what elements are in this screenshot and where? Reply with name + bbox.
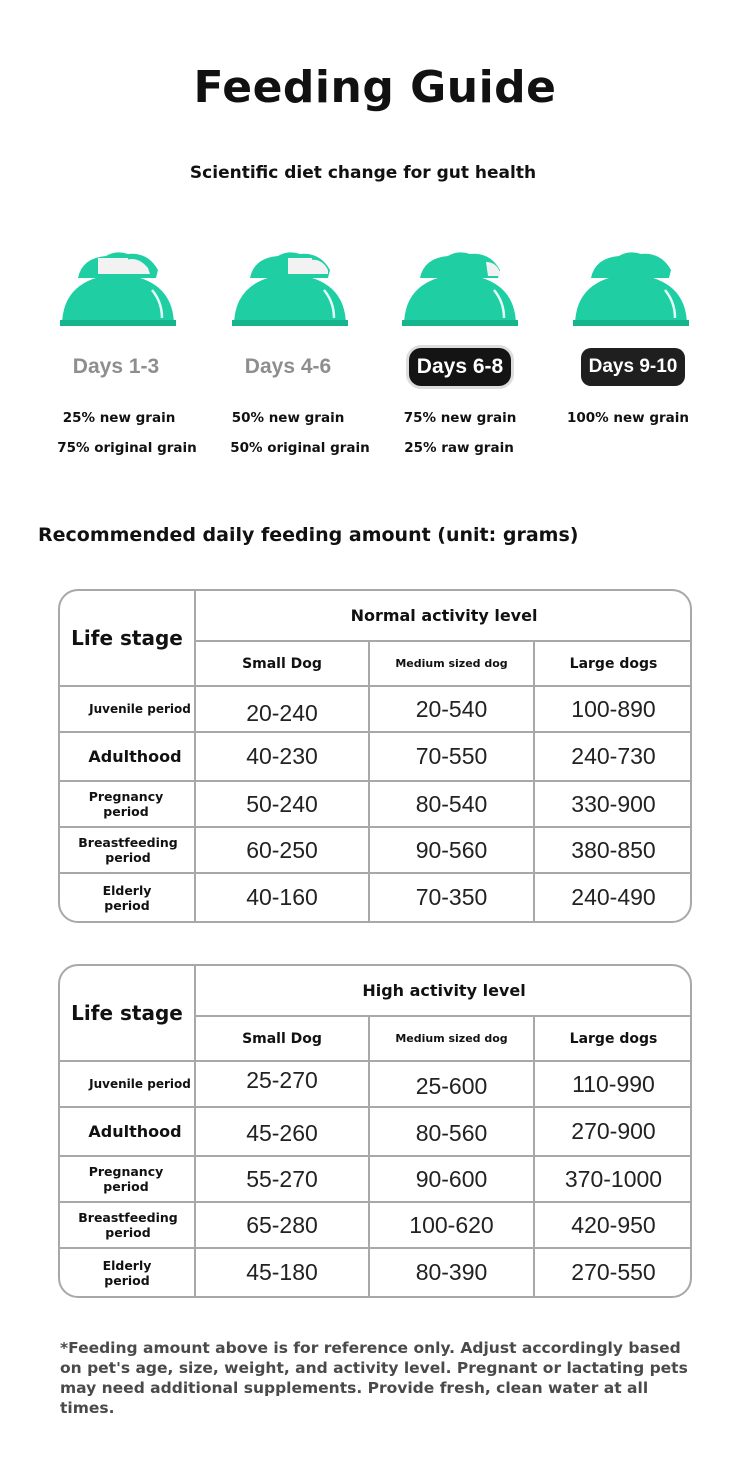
table-cell: 420-950 xyxy=(571,1211,656,1238)
stage-label-1: Days 1-3 xyxy=(72,355,160,378)
table-cell: 380-850 xyxy=(571,836,656,863)
activity-level-header: Normal activity level xyxy=(350,606,538,625)
row-label: Pregnancy period xyxy=(88,1164,164,1194)
food-bowl-icon xyxy=(230,248,350,328)
table-cell: 60-250 xyxy=(246,836,318,863)
table-cell: 80-540 xyxy=(415,790,488,817)
row-label: Pregnancy period xyxy=(88,789,164,819)
table-cell: 40-160 xyxy=(246,884,318,910)
table-cell: 25-600 xyxy=(415,1072,488,1099)
column-header: Medium sized dog xyxy=(395,1032,508,1045)
stage-ratio-old: 25% raw grain xyxy=(404,440,514,456)
activity-level-header: High activity level xyxy=(362,981,526,1000)
stage-label-4: Days 9-10 xyxy=(563,346,703,388)
table-cell: 20-240 xyxy=(246,699,318,726)
row-label: Breastfeeding period xyxy=(78,1210,178,1240)
table-cell: 40-230 xyxy=(246,743,318,769)
table-cell: 90-600 xyxy=(415,1165,488,1192)
stage-label-2: Days 4-6 xyxy=(244,355,332,378)
stage-ratio-new: 50% new grain xyxy=(231,410,345,426)
page-title: Feeding Guide xyxy=(193,62,557,113)
column-header: Small Dog xyxy=(242,1030,322,1047)
table-cell: 270-900 xyxy=(571,1118,656,1144)
table-cell: 65-280 xyxy=(246,1211,318,1238)
table-cell: 45-260 xyxy=(246,1120,318,1146)
row-label: Adulthood xyxy=(88,1122,182,1141)
row-label: Juvenile period xyxy=(89,701,191,716)
row-label: Juvenile period xyxy=(89,1076,191,1091)
table-cell: 370-1000 xyxy=(564,1165,663,1192)
column-header: Large dogs xyxy=(569,1030,658,1047)
life-stage-header: Life stage xyxy=(71,1001,183,1025)
page-subtitle: Scientific diet change for gut health xyxy=(189,163,537,183)
table-cell: 110-990 xyxy=(572,1070,655,1097)
table-cell: 240-490 xyxy=(571,884,656,910)
normal-activity-table xyxy=(58,589,692,923)
table-cell: 25-270 xyxy=(246,1066,318,1093)
section-heading: Recommended daily feeding amount (unit: grams) xyxy=(38,524,579,546)
life-stage-header: Life stage xyxy=(71,626,183,650)
table-cell: 20-540 xyxy=(415,695,488,722)
stage-ratio-new: 75% new grain xyxy=(403,410,517,426)
table-cell: 80-390 xyxy=(415,1259,488,1285)
food-bowl-icon xyxy=(400,248,520,328)
table-cell: 270-550 xyxy=(571,1259,656,1285)
column-header: Large dogs xyxy=(569,655,658,672)
row-label: Adulthood xyxy=(88,747,182,766)
high-activity-table xyxy=(58,964,692,1298)
stage-ratio-old: 50% original grain xyxy=(230,440,370,456)
column-header: Small Dog xyxy=(242,655,322,672)
stage-label-3: Days 6-8 xyxy=(390,346,530,388)
table-cell: 70-350 xyxy=(415,884,488,910)
table-cell: 90-560 xyxy=(415,836,488,863)
table-cell: 80-560 xyxy=(415,1120,488,1146)
table-cell: 100-620 xyxy=(409,1211,494,1238)
table-cell: 50-240 xyxy=(246,790,318,817)
table-cell: 240-730 xyxy=(571,743,656,769)
column-header: Medium sized dog xyxy=(395,657,508,670)
food-bowl-icon xyxy=(58,248,178,328)
footnote: *Feeding amount above is for reference only. Adjust accordingly based on pet's age, size, weight, and activity level. Pregnant or lactating pets may need additional supplements. Provide fresh, clean water at all times. xyxy=(60,1339,688,1417)
row-label: Elderly period xyxy=(102,1257,152,1288)
row-label: Breastfeeding period xyxy=(78,835,178,865)
table-cell: 45-180 xyxy=(246,1259,318,1285)
table-cell: 70-550 xyxy=(415,743,488,769)
table-cell: 55-270 xyxy=(246,1165,318,1192)
stage-ratio-new: 100% new grain xyxy=(566,410,689,426)
table-cell: 100-890 xyxy=(571,695,656,722)
stage-ratio-old: 75% original grain xyxy=(57,440,197,456)
food-bowl-icon xyxy=(571,248,691,328)
stage-ratio-new: 25% new grain xyxy=(62,410,176,426)
table-cell: 330-900 xyxy=(571,790,656,817)
row-label: Elderly period xyxy=(102,882,152,913)
